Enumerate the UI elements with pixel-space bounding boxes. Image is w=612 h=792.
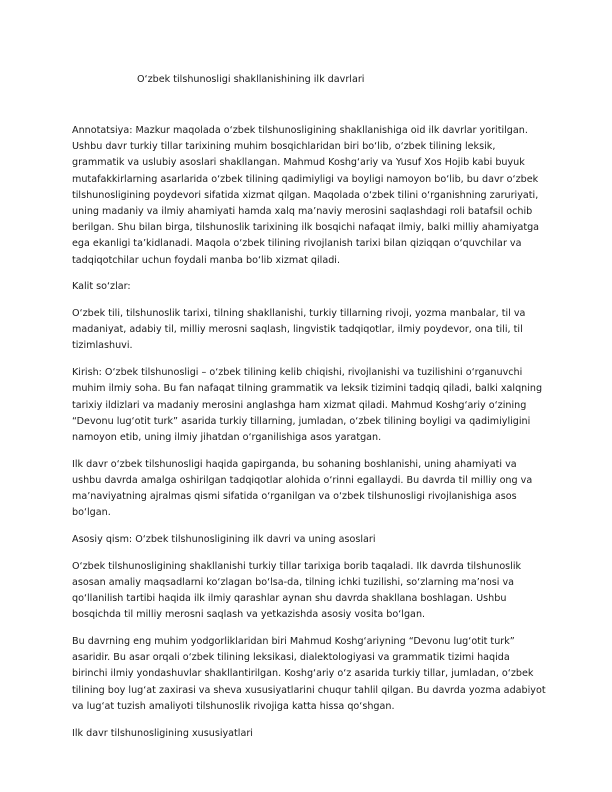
abstract-paragraph: Annotatsiya: Mazkur maqolada o‘zbek tilshunosligining shakllanishiga oid ilk davrlar yoritilgan. Ushbu davr turkiy tillar tarixining muhim bosqichlaridan biri bo‘lib, o‘zbek tilining leksik, grammatik va uslubiy asoslari shakllangan. Mahmud Koshg‘ariy va Yusuf Xos Hojib kabi buyuk mutafakkirlarning asarlarida o‘zbek tilining qadimiyligi va boyligi namoyon bo‘lib, bu davr o‘zbek tilshunosligining poydevori sifatida xizmat qilgan. Maqolada o‘zbek tilini o‘rganishning zaruriyati, uning madaniy va ilmiy ahamiyati hamda xalq ma’naviy merosini saqlashdagi roli batafsil ochib berilgan. Shu bilan birga, tilshunoslik tarixining ilk bosqichi nafaqat ilmiy, balki milliy ahamiyatga ega ekanligi ta’kidlanadi. Maqola o‘zbek tilining rivojlanish tarixi bilan qiziqqan o‘quvchilar va tadqiqotchilar uchun foydali manba bo‘lib xizmat qiladi. [72,125,540,266]
introduction-paragraph: Kirish: O‘zbek tilshunosligi – o‘zbek tilining kelib chiqishi, rivojlanishi va tuzilishini o‘rganuvchi muhim ilmiy soha. Bu fan nafaqat tilning grammatik va leksik tizimini tadqiq qiladi, balki xalqning tarixiy ildizlari va madaniy merosini anglashga ham xizmat qiladi. Mahmud Koshg‘ariy o‘zining “Devonu lug‘otit turk” asarida turkiy tillarning, jumladan, o‘zbek tilining boyligi va qadimiyligini namoyon etib, uning ilmiy jihatdan o‘rganilishiga asos yaratgan. [72,367,543,443]
document-title: O‘zbek tilshunosligi shakllanishining ilk davrlari [137,74,365,85]
body-paragraph: Bu davrning eng muhim yodgorliklaridan biri Mahmud Koshg‘ariyning “Devonu lug‘otit turk” asaridir. Bu asar orqali o‘zbek tilining leksikasi, dialektologiyasi va grammatik tizimi haqida birinchi ilmiy yondashuvlar shakllantirilgan. Koshg‘ariy o‘z asarida turkiy tillar, jumladan, o‘zbek tilining boy lug‘at zaxirasi va sheva xususiyatlarini chuqur tahlil qilgan. Bu davrda yozma adabiyot va lug‘at tuzish amaliyoti tilshunoslik rivojiga katta hissa qo‘shgan. [72,635,546,712]
document-body [72,123,546,752]
keywords-paragraph: O‘zbek tili, tilshunoslik tarixi, tilning shakllanishi, turkiy tillarning rivoji, yozma manbalar, til va madaniyat, adabiy til, milliy merosni saqlash, lingvistik tadqiqotlar, ilmiy poydevor, ona tili, til tizimlashuvi. [72,308,526,352]
section-heading-main: Asosiy qism: O‘zbek tilshunosligining ilk davri va uning asoslari [72,533,376,545]
keywords-heading: Kalit so‘zlar: [72,281,131,293]
section-heading-features: Ilk davr tilshunosligining xususiyatlari [72,727,253,739]
body-paragraph: O‘zbek tilshunosligining shakllanishi turkiy tillar tarixiga borib taqaladi. Ilk davrda tilshunoslik asosan amaliy maqsadlarni ko‘zlagan bo‘lsa-da, tilning ichki tuzilishi, so‘zlarning ma’nosi va qo‘llanilish tartibi haqida ilk ilmiy qarashlar aynan shu davrda shakllana boshlagan. Ushbu bosqichda til milliy merosni saqlash va yetkazishda asosiy vosita bo‘lgan. [72,560,522,621]
body-paragraph: Ilk davr o‘zbek tilshunosligi haqida gapirganda, bu sohaning boshlanishi, uning ahamiyati va ushbu davrda amalga oshirilgan tadqiqotlar alohida o‘rinni egallaydi. Bu davrda til milliy ong va ma’naviyatning ajralmas qismi sifatida o‘rganilgan va o‘zbek tilshunosligi rivojlanishiga asos bo‘lgan. [72,458,533,519]
